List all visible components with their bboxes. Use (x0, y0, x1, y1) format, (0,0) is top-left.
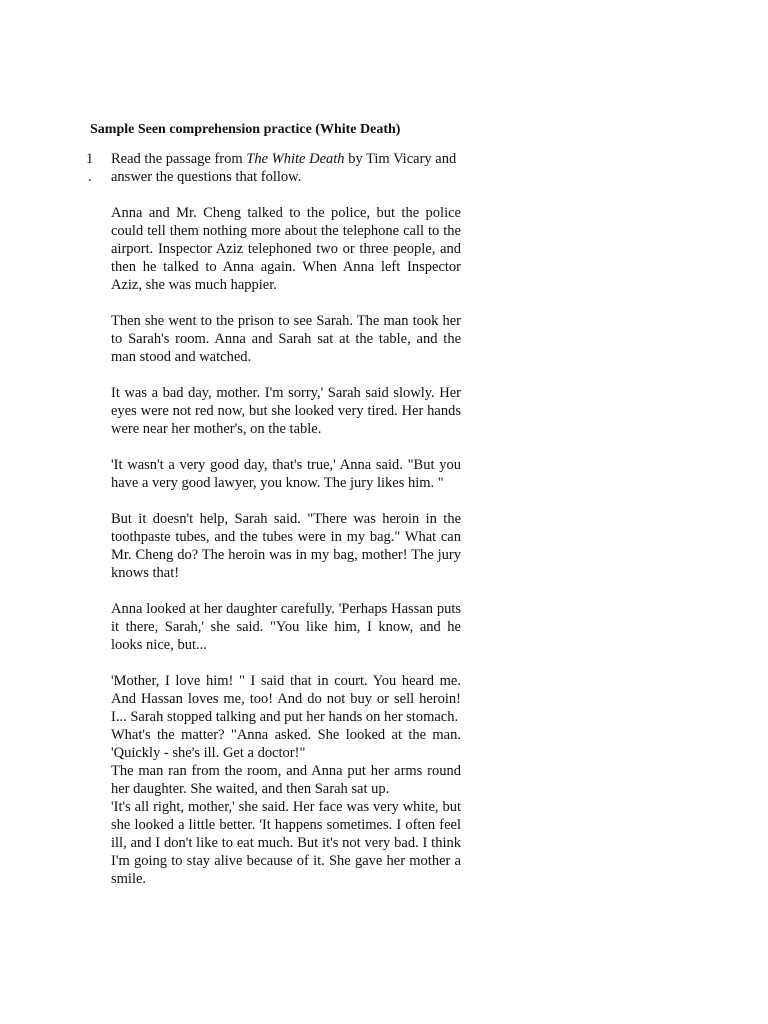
instruction-text-before: Read the passage from (111, 151, 247, 167)
question-number-digit: 1 (86, 151, 94, 167)
page-title: Sample Seen comprehension practice (White Death) (90, 122, 401, 137)
passage-paragraph: It was a bad day, mother. I'm sorry,' Sarah said slowly. Her eyes were not red now, but she looked very tired. Her hands were near her mother's, on the table. (111, 385, 461, 437)
instruction-text-after: by Tim Vicary and answer the questions that follow. (111, 151, 457, 185)
passage-paragraph: Anna looked at her daughter carefully. 'Perhaps Hassan puts it there, Sarah,' she said. "You like him, I know, and he looks nice, but... (111, 601, 461, 653)
passage-line: The man ran from the room, and Anna put her arms round her daughter. She waited, and then Sarah sat up. (111, 763, 461, 797)
passage-paragraph: Anna and Mr. Cheng talked to the police, but the police could tell them nothing more about the telephone call to the airport. Inspector Aziz telephoned two or three people, and then he talked to Anna again. When Anna left Inspector Aziz, she was much happier. (111, 205, 461, 293)
passage-line: What's the matter? "Anna asked. She looked at the man. 'Quickly - she's ill. Get a doctor!" (111, 727, 461, 761)
passage-paragraph: 'It wasn't a very good day, that's true,' Anna said. "But you have a very good lawyer, you know. The jury likes him. " (111, 457, 461, 491)
question-body (111, 150, 461, 888)
passage-paragraph: Then she went to the prison to see Sarah. The man took her to Sarah's room. Anna and Sarah sat at the table, and the man stood and watched. (111, 313, 461, 365)
passage-paragraph: But it doesn't help, Sarah said. "There was heroin in the toothpaste tubes, and the tubes were in my bag." What can Mr. Cheng do? The heroin was in my bag, mother! The jury knows that! (111, 511, 461, 581)
question-number-dot: . (88, 169, 92, 185)
book-title: The White Death (246, 151, 345, 167)
passage-line: 'It's all right, mother,' she said. Her face was very white, but she looked a little better. 'It happens sometimes. I often feel ill, and I don't like to eat much. But it's not very bad. I think I'm going to stay alive because of it. She gave her mother a smile. (111, 799, 461, 887)
question-instruction (111, 150, 461, 186)
question-number (86, 150, 102, 186)
passage-line: 'Mother, I love him! " I said that in court. You heard me. And Hassan loves me, too! And do not buy or sell heroin! I... Sarah stopped talking and put her hands on her stomach. (111, 673, 461, 725)
